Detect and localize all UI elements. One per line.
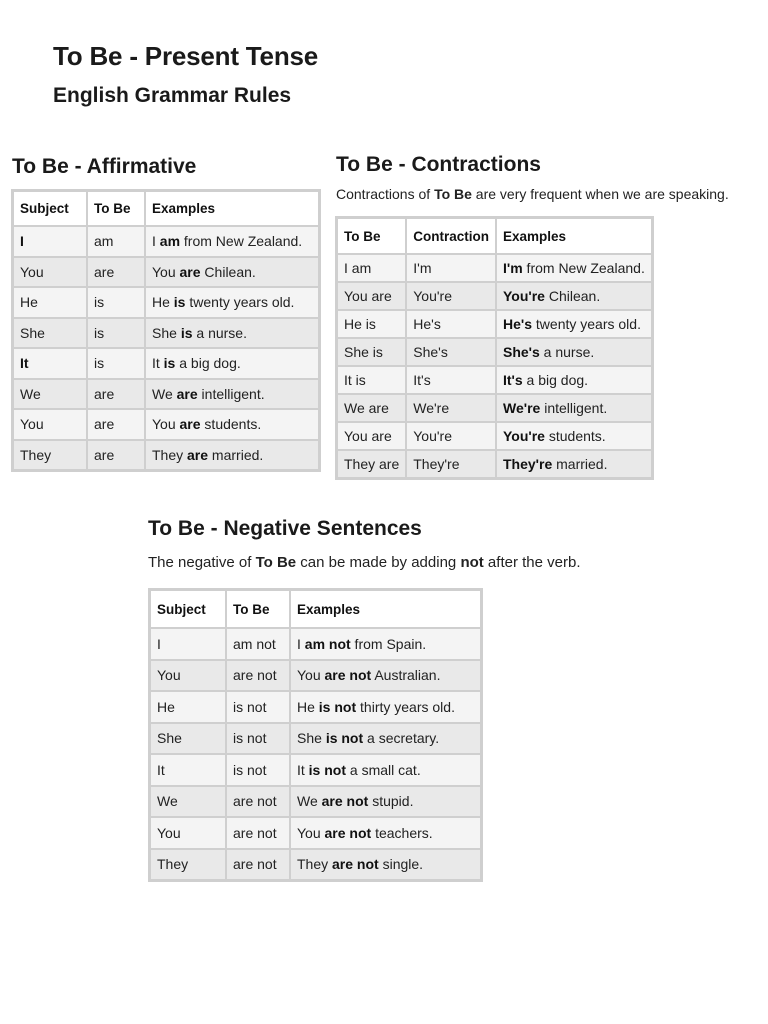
table-row: [14, 441, 318, 470]
example-cell: She's a nurse.: [497, 339, 651, 367]
table-row: [14, 410, 318, 441]
table-row: [14, 258, 318, 289]
table-row: [151, 818, 480, 850]
subject-cell: She: [151, 724, 227, 756]
column-header-examples: Examples: [497, 219, 651, 255]
contraction-cell: She's: [407, 339, 497, 367]
example-cell: We're intelligent.: [497, 395, 651, 423]
subject-cell: We: [151, 787, 227, 819]
table-row: [338, 395, 651, 423]
to-be-cell: is: [88, 349, 146, 380]
to-be-cell: is not: [227, 755, 291, 787]
to-be-cell: am not: [227, 629, 291, 661]
column-header-examples: Examples: [291, 591, 480, 629]
table-row: [338, 451, 651, 477]
contraction-cell: He's: [407, 311, 497, 339]
example-cell: You are not Australian.: [291, 661, 480, 693]
contraction-cell: You're: [407, 283, 497, 311]
to-be-cell: They are: [338, 451, 407, 477]
example-cell: You are not teachers.: [291, 818, 480, 850]
table-row: [338, 367, 651, 395]
table-header-row: [338, 219, 651, 255]
subject-cell: You: [14, 258, 88, 289]
to-be-cell: am: [88, 227, 146, 258]
table-row: [151, 661, 480, 693]
table-row: [338, 423, 651, 451]
table-row: [151, 850, 480, 880]
column-header-subject: Subject: [14, 192, 88, 227]
to-be-cell: We are: [338, 395, 407, 423]
to-be-cell: are not: [227, 787, 291, 819]
to-be-cell: are not: [227, 661, 291, 693]
example-cell: He is not thirty years old.: [291, 692, 480, 724]
contractions-table: [335, 216, 654, 480]
table-row: [14, 349, 318, 380]
to-be-cell: It is: [338, 367, 407, 395]
example-cell: I am from New Zealand.: [146, 227, 318, 258]
page-subtitle: English Grammar Rules: [53, 84, 292, 107]
example-cell: They're married.: [497, 451, 651, 477]
subject-cell: It: [151, 755, 227, 787]
subject-cell: We: [14, 380, 88, 411]
example-cell: You're Chilean.: [497, 283, 651, 311]
example-cell: They are married.: [146, 441, 318, 470]
column-header-to-be: To Be: [338, 219, 407, 255]
example-cell: You are students.: [146, 410, 318, 441]
example-cell: He is twenty years old.: [146, 288, 318, 319]
example-cell: She is not a secretary.: [291, 724, 480, 756]
subject-cell: You: [151, 661, 227, 693]
example-cell: It is a big dog.: [146, 349, 318, 380]
column-header-to-be: To Be: [227, 591, 291, 629]
table-row: [151, 724, 480, 756]
to-be-cell: are: [88, 380, 146, 411]
table-row: [338, 311, 651, 339]
column-header-contraction: Contraction: [407, 219, 497, 255]
subject-cell: You: [14, 410, 88, 441]
to-be-cell: is not: [227, 724, 291, 756]
example-cell: We are intelligent.: [146, 380, 318, 411]
page-title: To Be - Present Tense: [53, 41, 319, 71]
contraction-cell: It's: [407, 367, 497, 395]
negative-table: [148, 588, 483, 882]
column-header-to-be: To Be: [88, 192, 146, 227]
to-be-cell: is not: [227, 692, 291, 724]
example-cell: We are not stupid.: [291, 787, 480, 819]
example-cell: It's a big dog.: [497, 367, 651, 395]
to-be-cell: You are: [338, 423, 407, 451]
table-row: [151, 787, 480, 819]
column-header-subject: Subject: [151, 591, 227, 629]
table-row: [14, 380, 318, 411]
table-header-row: [14, 192, 318, 227]
contraction-cell: We're: [407, 395, 497, 423]
to-be-cell: are not: [227, 818, 291, 850]
subject-cell: I: [151, 629, 227, 661]
example-cell: I am not from Spain.: [291, 629, 480, 661]
table-row: [151, 629, 480, 661]
to-be-cell: He is: [338, 311, 407, 339]
subject-cell: It: [14, 349, 88, 380]
table-row: [338, 255, 651, 283]
negative-description: The negative of To Be can be made by adding not after the verb.: [148, 554, 581, 571]
table-row: [14, 227, 318, 258]
to-be-cell: are: [88, 441, 146, 470]
subject-cell: They: [14, 441, 88, 470]
example-cell: You're students.: [497, 423, 651, 451]
subject-cell: They: [151, 850, 227, 880]
to-be-cell: are not: [227, 850, 291, 880]
table-header-row: [151, 591, 480, 629]
table-row: [151, 692, 480, 724]
subject-cell: She: [14, 319, 88, 350]
to-be-cell: You are: [338, 283, 407, 311]
affirmative-table: [11, 189, 321, 472]
to-be-cell: She is: [338, 339, 407, 367]
column-header-examples: Examples: [146, 192, 318, 227]
to-be-cell: is: [88, 319, 146, 350]
example-cell: You are Chilean.: [146, 258, 318, 289]
table-row: [338, 283, 651, 311]
table-row: [14, 319, 318, 350]
subject-cell: He: [151, 692, 227, 724]
subject-cell: I: [14, 227, 88, 258]
negative-title: To Be - Negative Sentences: [148, 517, 422, 540]
contractions-title: To Be - Contractions: [336, 153, 541, 176]
to-be-cell: are: [88, 410, 146, 441]
subject-cell: You: [151, 818, 227, 850]
table-row: [338, 339, 651, 367]
example-cell: It is not a small cat.: [291, 755, 480, 787]
contraction-cell: You're: [407, 423, 497, 451]
example-cell: I'm from New Zealand.: [497, 255, 651, 283]
contractions-description: Contractions of To Be are very frequent when we are speaking.: [336, 186, 729, 202]
to-be-cell: is: [88, 288, 146, 319]
subject-cell: He: [14, 288, 88, 319]
example-cell: He's twenty years old.: [497, 311, 651, 339]
example-cell: They are not single.: [291, 850, 480, 880]
contraction-cell: I'm: [407, 255, 497, 283]
contraction-cell: They're: [407, 451, 497, 477]
affirmative-title: To Be - Affirmative: [12, 155, 197, 178]
to-be-cell: I am: [338, 255, 407, 283]
example-cell: She is a nurse.: [146, 319, 318, 350]
table-row: [151, 755, 480, 787]
table-row: [14, 288, 318, 319]
to-be-cell: are: [88, 258, 146, 289]
